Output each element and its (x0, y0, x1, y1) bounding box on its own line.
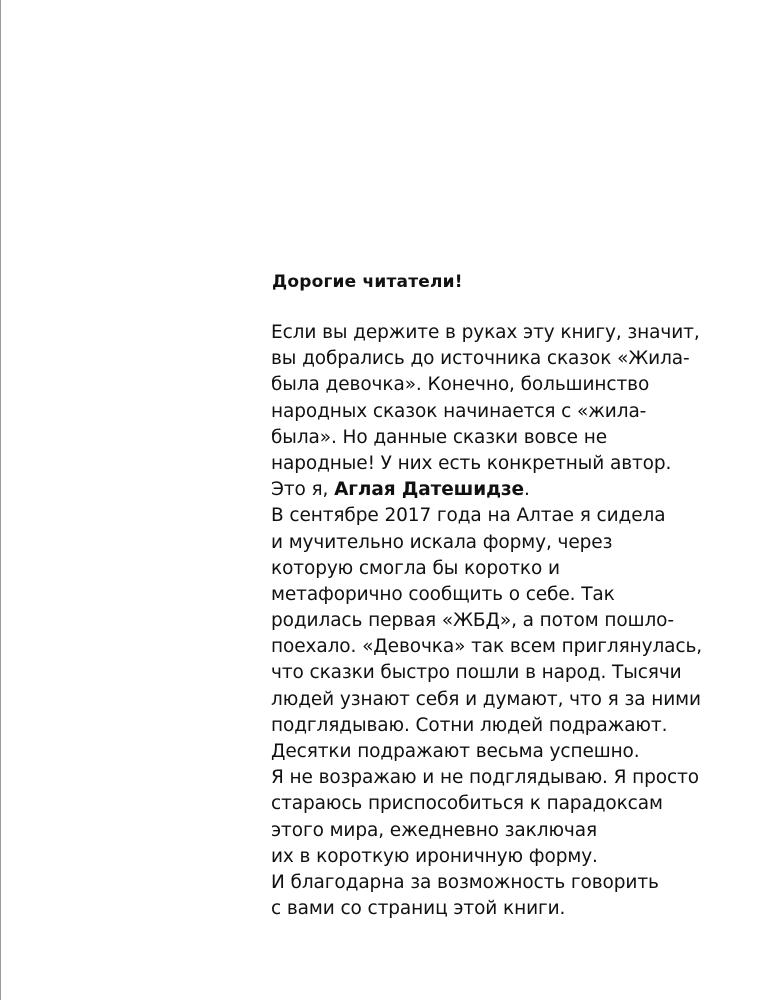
text-line: вы добрались до источника сказок «Жила- (271, 348, 690, 370)
text-line: народных сказок начинается с «жила- (271, 400, 647, 422)
text-line: Я не возражаю и не подглядываю. Я просто (271, 767, 699, 789)
text-line: их в короткую ироничную форму. (271, 845, 598, 867)
text-line: с вами со страниц этой книги. (271, 898, 566, 920)
text-line: народные! У них есть конкретный автор. (271, 452, 672, 474)
text-line: которую смогла бы коротко и (271, 557, 560, 579)
text-line: Если вы держите в руках эту книгу, значит, (271, 322, 700, 343)
text-line: подглядываю. Сотни людей подражают. (271, 714, 668, 736)
author-line-suffix: . (524, 479, 530, 501)
text-line: поехало. «Девочка» так всем приглянулась, (271, 636, 703, 658)
foreword-text (271, 320, 702, 922)
text-line: И благодарна за возможность говорить (271, 871, 659, 893)
text-line: была». Но данные сказки вовсе не (271, 426, 607, 448)
text-line: родилась первая «ЖБД», а потом пошло- (271, 610, 674, 632)
page-edge-line (0, 0, 1, 1000)
text-line: В сентябре 2017 года на Алтае я сидела (271, 505, 666, 527)
text-line: этого мира, ежедневно заключая (271, 819, 598, 841)
text-line: была девочка». Конечно, большинство (271, 374, 650, 396)
author-line-prefix: Это я, (271, 479, 335, 501)
page-heading: Дорогие читатели! (272, 272, 463, 292)
text-line: Десятки подражают весьма успешно. (271, 741, 640, 762)
text-line: метафорично сообщить о себе. Так (271, 583, 615, 605)
text-line: людей узнают себя и думают, что я за ними (271, 688, 701, 710)
text-line: стараюсь приспособиться к парадоксам (271, 793, 663, 815)
text-line: и мучительно искала форму, через (271, 531, 613, 553)
author-name: Аглая Датешидзе (334, 479, 525, 501)
author-line (271, 477, 702, 503)
text-line: что сказки быстро пошли в народ. Тысячи (271, 662, 682, 684)
